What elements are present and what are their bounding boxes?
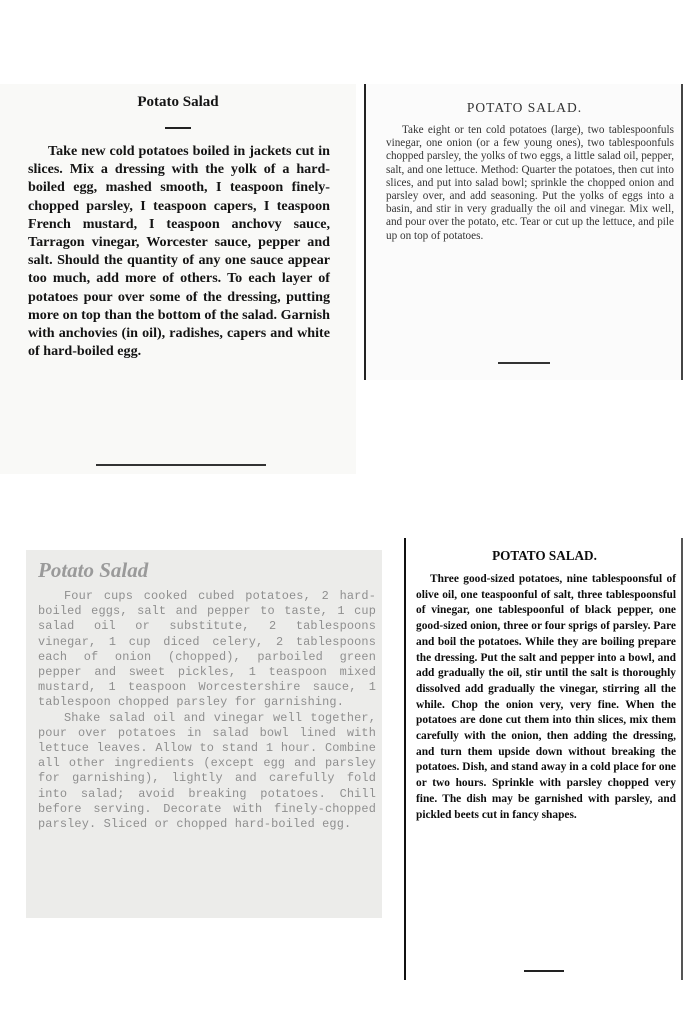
recipe-paragraph: Take eight or ten cold potatoes (large), two tablespoonfuls vinegar, one onion (or a few young ones), two tablespoonfuls chopped parsley, the yolks of two eggs, a little salad oil, pepper, salt, and one lettuce. Method: Quarter the potatoes, then cut into slices, and put into salad bowl; sprinkle the chopped onion and parsley over, and add seasoning. Put the yolks of eggs into a basin, and stir in very gradually the oil and vinegar. Mix well, and pour over the potato, etc. Tear or cut up the lettuce, and pile up on top of potatoes.	[386, 124, 674, 242]
clipping-4	[404, 538, 683, 980]
clipping-4-body	[416, 572, 676, 823]
recipe-paragraph: Three good-sized potatoes, nine tablespoonsful of olive oil, one teaspoonful of salt, three tablespoonsful of vinegar, one tablespoonful of black pepper, one good-sized onion, three or four sprigs of parsley. Pare and boil the potatoes. While they are boiling prepare the dressing. Put the salt and pepper into a bowl, and add gradually the oil, stir until the salt is thoroughly dissolved add gradually the vinegar, stirring all the while. Chop the onion very, very fine. When the potatoes are done cut them into thin slices, mix them carefully with the onion, then adding the dressing, and turn them upside down without breaking the potatoes. Dish, and stand away in a cold place for one or two hours. Sprinkle with parsley chopped very fine. The dish may be garnished with parsley, and pickled beets cut in fancy shapes.	[416, 573, 676, 821]
title-rule	[165, 127, 191, 129]
ingredients-paragraph: Four cups cooked cubed potatoes, 2 hard-boiled eggs, salt and pepper to taste, 1 cup salad oil or substitute, 2 tablespoons vinegar, 1 cup diced celery, 2 tablespoons each of onion (chopped), parboiled green pepper and sweet pickles, 1 teaspoon mixed mustard, 1 teaspoon Worcestershire sauce, 1 tablespoon chopped parsley for garnishing.	[38, 589, 376, 710]
clipping-2	[364, 84, 683, 380]
clipping-3-title: Potato Salad	[38, 558, 149, 582]
method-paragraph: Shake salad oil and vinegar well together, pour over potatoes in salad bowl lined with lettuce leaves. Allow to stand 1 hour. Combine all other ingredients (except egg and parsley for garnishing), lightly and carefully fold into salad; avoid breaking potatoes. Chill before serving. Decorate with finely-chopped parsley. Sliced or chopped hard-boiled egg.	[38, 710, 376, 832]
clipping-2-title: POTATO SALAD.	[466, 100, 583, 115]
clipping-2-body	[386, 124, 674, 243]
end-rule	[498, 362, 550, 364]
end-rule	[96, 464, 266, 466]
clipping-3-body	[38, 589, 376, 832]
end-rule	[524, 970, 564, 972]
clipping-3	[26, 550, 382, 918]
clipping-1	[0, 84, 356, 474]
clipping-1-body	[28, 142, 330, 360]
clipping-4-title: POTATO SALAD.	[492, 548, 597, 563]
recipe-paragraph: Take new cold potatoes boiled in jackets cut in slices. Mix a dressing with the yolk of a hard-boiled egg, mashed smooth, I teaspoon finely-chopped parsley, I teaspoon capers, I teaspoon French mustard, I teaspoon anchovy sauce, Tarragon vinegar, Worcester sauce, pepper and salt. Should the quantity of any one sauce appear too much, add more of others. To each layer of potatoes pour over some of the dressing, putting more on top than the bottom of the salad. Garnish with anchovies (in oil), radishes, capers and white of hard-boiled egg.	[28, 143, 330, 360]
clipping-1-title: Potato Salad	[137, 94, 219, 110]
